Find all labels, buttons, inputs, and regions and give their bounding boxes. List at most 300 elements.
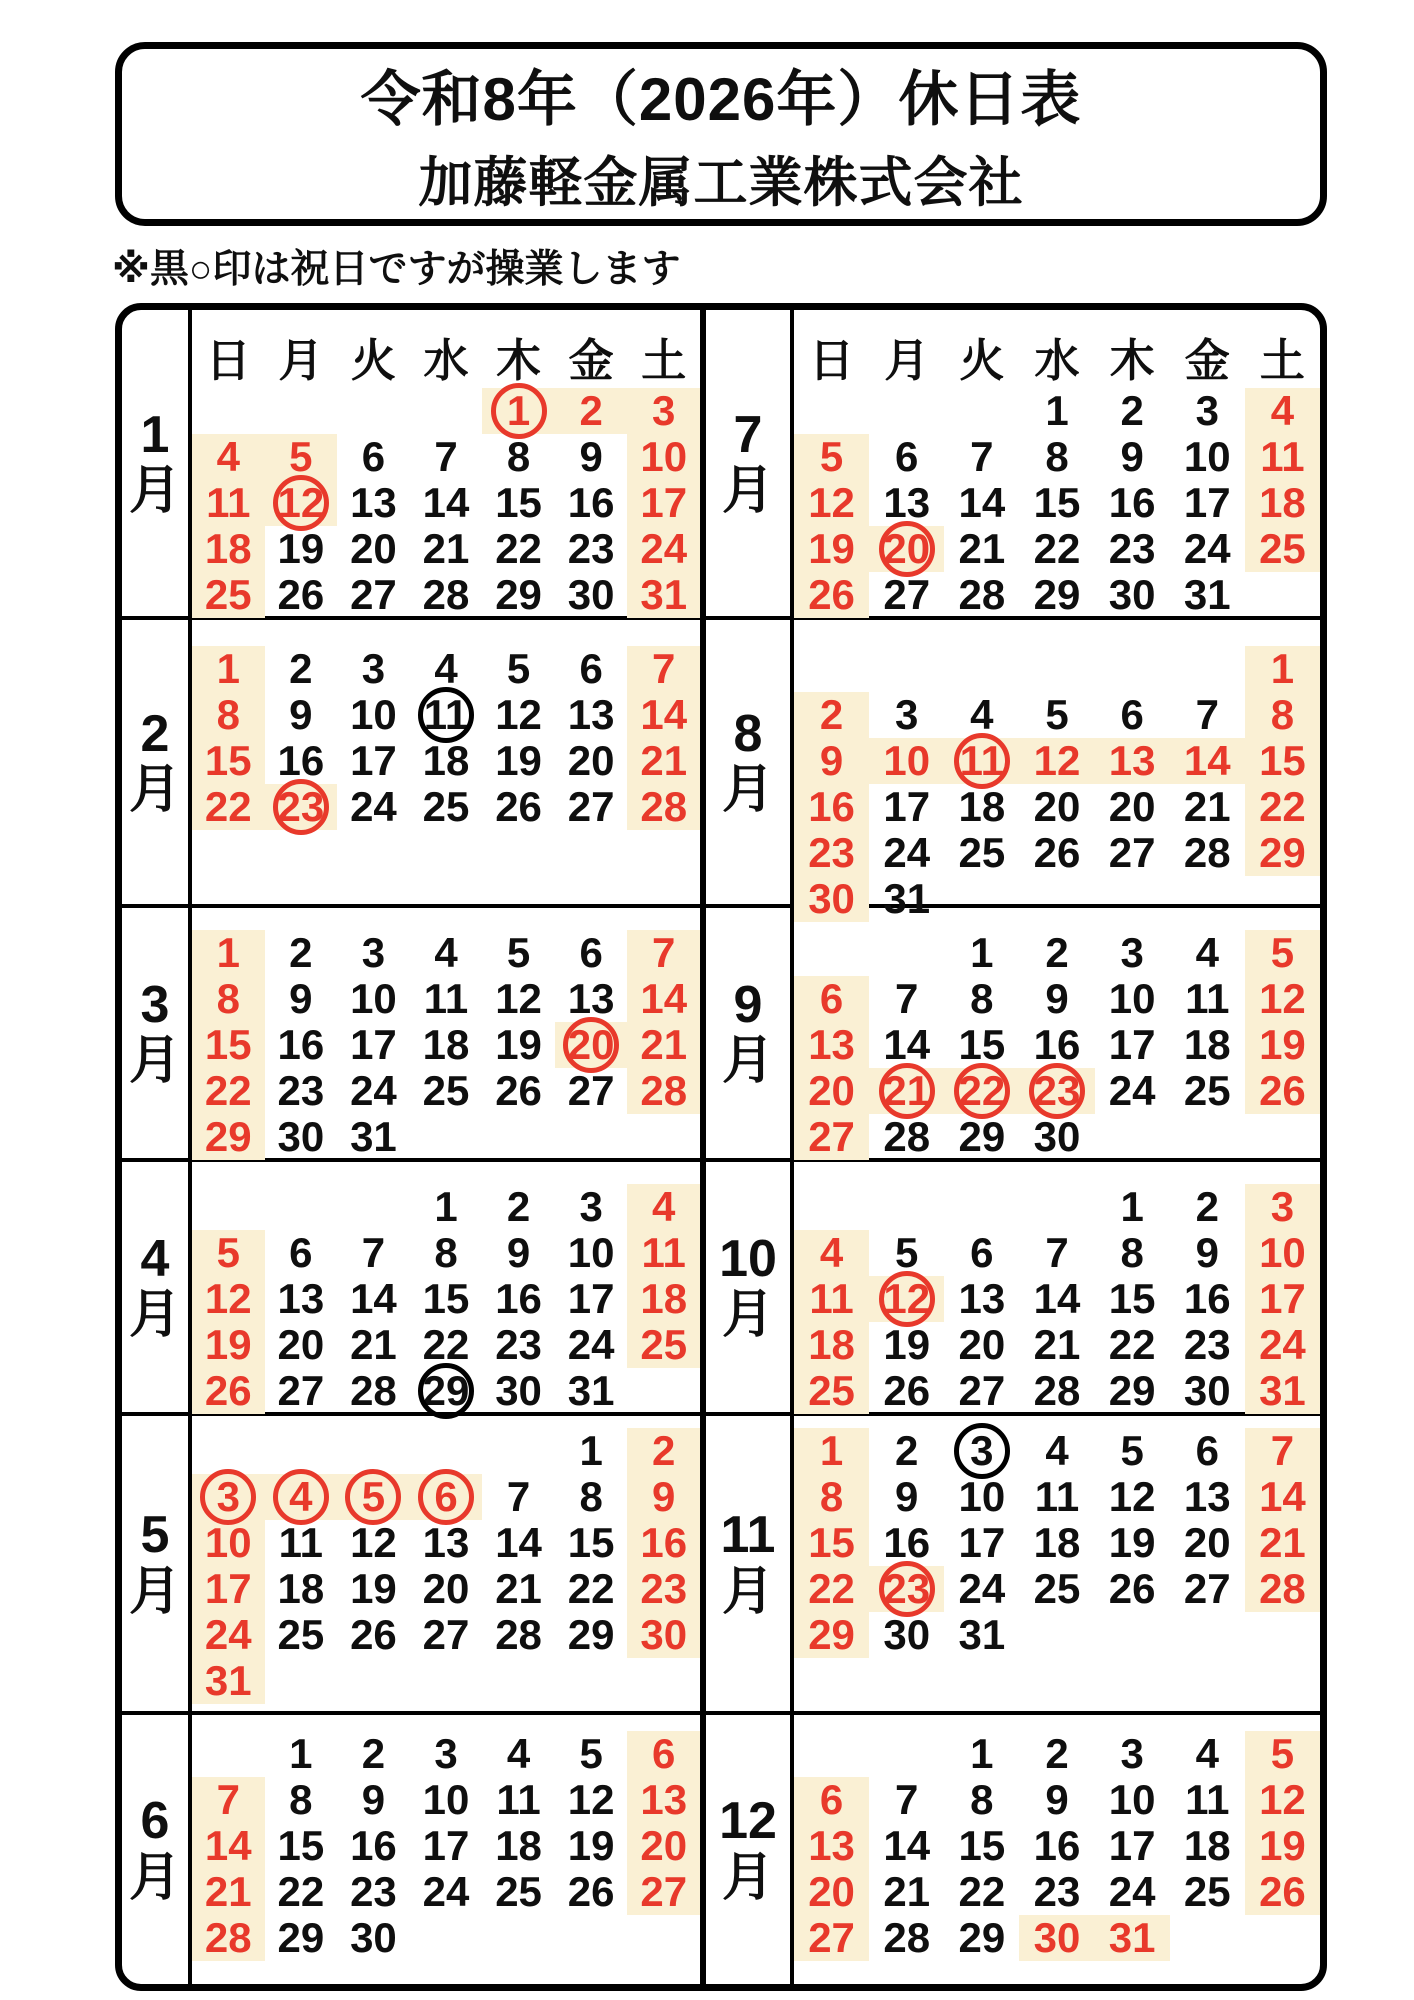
day-cell: 26 [350, 1611, 397, 1658]
day-cell: 10 [192, 1520, 265, 1566]
day-cell: 10 [627, 434, 700, 480]
day-cell: 18 [627, 1276, 700, 1322]
day-cell: 30 [495, 1367, 542, 1414]
day-cell: 3 [361, 929, 386, 976]
week-row [192, 646, 700, 692]
month-number: 11 [720, 1506, 776, 1565]
page-title: 令和8年（2026年）休日表 [360, 65, 1082, 133]
day-cell: 2 [1045, 929, 1069, 976]
week-row [192, 692, 700, 738]
week-row [192, 388, 700, 434]
day-cell: 2 [289, 929, 313, 976]
month-label-7 [700, 310, 794, 620]
day-cell: 15 [1108, 1275, 1156, 1322]
day-cell: 7 [192, 1777, 265, 1823]
week-row [794, 930, 1320, 976]
holiday-circle-icon [345, 1469, 401, 1525]
day-cell: 1 [434, 1183, 458, 1230]
day-cell: 24 [627, 526, 700, 572]
week-row [192, 976, 700, 1022]
day-cell: 29 [495, 571, 542, 618]
day-cell: 18 [794, 1322, 869, 1368]
month-unit: 月 [128, 1562, 181, 1621]
day-cell: 10 [422, 1776, 470, 1823]
day-cell-blank [337, 1428, 410, 1474]
day-cell: 16 [495, 1275, 542, 1322]
day-cell: 11 [496, 1776, 541, 1823]
day-cell: 19 [495, 1021, 542, 1068]
week-row [192, 1915, 700, 1961]
day-cell: 21 [422, 525, 470, 572]
day-cell: 31 [958, 1611, 1006, 1658]
day-cell: 11 [1034, 1473, 1080, 1520]
day-cell: 21 [495, 1565, 542, 1612]
month-unit: 月 [721, 462, 774, 520]
day-cell-blank [627, 1658, 700, 1704]
day-cell: 25 [495, 1868, 542, 1915]
day-cell-blank [794, 646, 869, 692]
day-cell: 23 [869, 1566, 944, 1612]
weekday-header: 土 [641, 335, 687, 386]
week-row [794, 1869, 1320, 1915]
day-cell-blank [869, 930, 944, 976]
day-cell-blank [1245, 1114, 1320, 1160]
day-cell: 19 [495, 737, 542, 784]
month-label-1 [122, 310, 192, 620]
day-cell-blank [1245, 572, 1320, 618]
day-cell: 10 [1108, 975, 1156, 1022]
day-cell: 1 [970, 1730, 994, 1777]
day-cell: 12 [1108, 1473, 1156, 1520]
day-cell: 16 [1183, 1275, 1231, 1322]
day-cell: 22 [422, 1321, 470, 1368]
week-row [192, 1731, 700, 1777]
day-cell: 16 [277, 1021, 325, 1068]
day-cell: 26 [794, 572, 869, 618]
day-cell: 4 [192, 434, 265, 480]
day-cell-blank [555, 1114, 628, 1160]
day-cell-blank [410, 1915, 483, 1961]
day-cell: 30 [350, 1914, 397, 1961]
day-cell-blank [265, 1658, 338, 1704]
day-cell: 26 [1245, 1869, 1320, 1915]
holiday-circle-icon [273, 475, 329, 531]
week-row [794, 572, 1320, 618]
weekday-header: 日 [205, 335, 251, 386]
day-cell: 3 [1120, 1730, 1144, 1777]
day-cell: 19 [277, 525, 325, 572]
day-cell: 1 [579, 1427, 603, 1474]
day-cell: 14 [627, 976, 700, 1022]
week-row [794, 1777, 1320, 1823]
day-cell: 4 [970, 691, 994, 738]
day-cell: 24 [567, 1321, 615, 1368]
day-cell: 31 [1095, 1915, 1170, 1961]
day-cell: 18 [422, 737, 470, 784]
day-cell: 27 [627, 1869, 700, 1915]
day-cell: 28 [495, 1611, 542, 1658]
day-cell: 26 [192, 1368, 265, 1414]
day-cell: 8 [1120, 1229, 1144, 1276]
day-cell: 31 [350, 1113, 397, 1160]
week-row [192, 1368, 700, 1414]
week-row [794, 1474, 1320, 1520]
day-cell: 16 [794, 784, 869, 830]
day-cell: 27 [277, 1367, 325, 1414]
day-cell: 7 [1195, 691, 1219, 738]
day-cell: 1 [1245, 646, 1320, 692]
holiday-circle-icon [491, 383, 547, 439]
day-cell: 23 [265, 784, 338, 830]
week-row [192, 784, 700, 830]
day-cell: 10 [1183, 433, 1231, 480]
week-row [192, 1658, 700, 1704]
day-cell: 13 [567, 975, 615, 1022]
day-cell: 21 [1033, 1321, 1081, 1368]
day-cell: 29 [410, 1368, 483, 1414]
day-cell: 6 [1120, 691, 1144, 738]
day-cell: 3 [434, 1730, 458, 1777]
day-cell: 26 [277, 571, 325, 618]
day-cell: 17 [1108, 1822, 1156, 1869]
weekday-header: 水 [1034, 335, 1080, 386]
day-cell: 24 [1183, 525, 1231, 572]
week-row [794, 830, 1320, 876]
day-cell: 30 [1108, 571, 1156, 618]
day-cell: 14 [883, 1822, 931, 1869]
day-cell: 15 [794, 1520, 869, 1566]
day-cell: 8 [192, 976, 265, 1022]
week-row [794, 1184, 1320, 1230]
day-cell: 26 [1108, 1565, 1156, 1612]
holiday-circle-icon [879, 521, 935, 577]
week-row [794, 646, 1320, 692]
operating-holiday-circle-icon [418, 687, 474, 743]
day-cell: 20 [1183, 1519, 1231, 1566]
day-cell-blank [869, 1731, 944, 1777]
day-cell: 6 [1195, 1427, 1219, 1474]
week-row [192, 434, 700, 480]
day-cell: 29 [1108, 1367, 1156, 1414]
weekday-header: 木 [496, 335, 542, 386]
holiday-circle-icon [1029, 1063, 1085, 1119]
day-cell: 9 [506, 1229, 531, 1276]
day-cell: 17 [1245, 1276, 1320, 1322]
day-cell: 5 [1245, 1731, 1320, 1777]
day-cell: 19 [1245, 1823, 1320, 1869]
week-row [192, 1114, 700, 1160]
day-cell: 4 [1045, 1427, 1069, 1474]
week-row [192, 1474, 700, 1520]
weekday-header: 月 [884, 335, 930, 386]
weekday-header: 火 [959, 335, 1005, 386]
week-row [794, 1915, 1320, 1961]
week-row [794, 1068, 1320, 1114]
day-cell: 26 [495, 783, 542, 830]
week-row [794, 738, 1320, 784]
weekday-header: 木 [1109, 335, 1155, 386]
week-row [192, 1276, 700, 1322]
day-cell: 26 [1033, 829, 1081, 876]
month-unit: 月 [128, 1848, 181, 1907]
day-cell: 19 [794, 526, 869, 572]
day-cell: 22 [1245, 784, 1320, 830]
month-grid-5 [192, 1416, 700, 1715]
day-cell: 28 [1033, 1367, 1081, 1414]
day-cell: 27 [567, 1067, 615, 1114]
weekday-header: 火 [350, 335, 396, 386]
day-cell: 6 [410, 1474, 483, 1520]
holiday-circle-icon [563, 1017, 619, 1073]
month-grid-12 [794, 1715, 1320, 1984]
day-cell: 22 [958, 1868, 1006, 1915]
day-cell: 25 [1183, 1067, 1231, 1114]
day-cell-blank [627, 1915, 700, 1961]
day-cell: 8 [970, 1776, 994, 1823]
day-cell-blank [1095, 646, 1170, 692]
day-cell: 6 [579, 645, 603, 692]
day-cell: 23 [1183, 1321, 1231, 1368]
day-cell: 21 [958, 525, 1006, 572]
day-cell: 17 [422, 1822, 470, 1869]
day-cell: 24 [192, 1612, 265, 1658]
day-cell-blank [555, 1915, 628, 1961]
day-cell: 30 [627, 1612, 700, 1658]
day-cell: 27 [1183, 1565, 1231, 1612]
day-cell: 6 [970, 1229, 994, 1276]
day-cell: 2 [794, 692, 869, 738]
day-cell: 30 [794, 876, 869, 922]
week-row [794, 434, 1320, 480]
month-grid-9 [794, 908, 1320, 1162]
month-unit: 月 [721, 1562, 774, 1621]
month-unit: 月 [128, 462, 181, 520]
day-cell: 9 [1045, 975, 1069, 1022]
day-cell: 5 [1045, 691, 1069, 738]
day-cell-blank [869, 1184, 944, 1230]
day-cell: 7 [1245, 1428, 1320, 1474]
day-cell: 3 [1195, 387, 1219, 434]
day-cell: 2 [506, 1183, 531, 1230]
day-cell: 12 [192, 1276, 265, 1322]
day-cell: 5 [265, 434, 338, 480]
day-cell: 14 [422, 479, 470, 526]
day-cell: 28 [350, 1367, 397, 1414]
day-cell: 28 [1183, 829, 1231, 876]
month-number: 8 [733, 704, 763, 763]
day-cell: 15 [277, 1822, 325, 1869]
day-cell: 7 [895, 975, 919, 1022]
week-row [192, 480, 700, 526]
month-grid-6 [192, 1715, 700, 1984]
day-cell: 22 [277, 1868, 325, 1915]
day-cell: 10 [350, 691, 397, 738]
week-row [794, 1114, 1320, 1160]
week-row [192, 1428, 700, 1474]
day-cell-blank [482, 1658, 555, 1704]
day-cell: 12 [794, 480, 869, 526]
week-row [192, 1777, 700, 1823]
holiday-circle-icon [954, 733, 1010, 789]
day-cell: 18 [1183, 1822, 1231, 1869]
day-cell: 20 [567, 737, 615, 784]
day-cell: 6 [579, 929, 603, 976]
day-cell: 5 [895, 1229, 919, 1276]
day-cell: 8 [192, 692, 265, 738]
day-cell: 11 [794, 1276, 869, 1322]
day-cell-blank [944, 646, 1019, 692]
day-cell: 20 [422, 1565, 470, 1612]
day-cell: 24 [350, 783, 397, 830]
week-row [794, 976, 1320, 1022]
month-unit: 月 [128, 761, 181, 819]
day-cell: 26 [567, 1868, 615, 1915]
month-number: 3 [140, 975, 170, 1034]
day-cell: 13 [627, 1777, 700, 1823]
day-cell: 28 [1245, 1566, 1320, 1612]
month-label-10 [700, 1162, 794, 1416]
day-cell: 11 [423, 975, 469, 1022]
day-cell-blank [1095, 1612, 1170, 1658]
month-number: 7 [733, 405, 763, 464]
holiday-circle-icon [879, 1063, 935, 1119]
day-cell: 15 [422, 1275, 470, 1322]
day-cell: 9 [289, 975, 313, 1022]
day-cell: 10 [1108, 1776, 1156, 1823]
day-cell-blank [1245, 1915, 1320, 1961]
day-cell: 23 [794, 830, 869, 876]
week-row [192, 1322, 700, 1368]
month-number: 2 [140, 704, 170, 763]
day-cell: 12 [869, 1276, 944, 1322]
weekday-header: 金 [568, 335, 614, 386]
day-cell: 9 [1045, 1776, 1069, 1823]
day-cell: 18 [958, 783, 1006, 830]
day-cell-blank [265, 1184, 338, 1230]
day-cell: 26 [883, 1367, 931, 1414]
day-cell: 23 [350, 1868, 397, 1915]
day-cell: 12 [495, 975, 542, 1022]
day-cell: 24 [350, 1067, 397, 1114]
day-cell: 30 [1183, 1367, 1231, 1414]
day-cell-blank [627, 1114, 700, 1160]
day-cell: 7 [895, 1776, 919, 1823]
day-cell-blank [337, 388, 410, 434]
day-cell: 8 [289, 1776, 313, 1823]
day-cell-blank [1170, 1915, 1245, 1961]
day-cell: 7 [434, 433, 458, 480]
day-cell-blank [482, 1915, 555, 1961]
day-cell-blank [337, 1658, 410, 1704]
day-cell: 24 [1245, 1322, 1320, 1368]
day-cell: 10 [567, 1229, 615, 1276]
weekday-header: 水 [423, 335, 469, 386]
day-cell: 13 [350, 479, 397, 526]
day-cell: 21 [627, 1022, 700, 1068]
day-cell-blank [265, 388, 338, 434]
day-cell: 30 [1019, 1915, 1094, 1961]
day-cell-blank [410, 388, 483, 434]
week-row [794, 784, 1320, 830]
day-cell: 22 [192, 1068, 265, 1114]
day-cell: 22 [1108, 1321, 1156, 1368]
weekday-header: 土 [1259, 335, 1305, 386]
day-cell: 21 [1183, 783, 1231, 830]
day-cell: 7 [361, 1229, 386, 1276]
month-grid-11 [794, 1416, 1320, 1715]
day-cell: 25 [422, 1067, 470, 1114]
day-cell: 25 [277, 1611, 325, 1658]
day-cell: 24 [883, 829, 931, 876]
day-cell: 2 [1120, 387, 1144, 434]
day-cell: 21 [627, 738, 700, 784]
day-cell-blank [337, 1184, 410, 1230]
day-cell: 27 [794, 1915, 869, 1961]
day-cell: 19 [1108, 1519, 1156, 1566]
day-cell-blank [1170, 646, 1245, 692]
day-cell: 24 [958, 1565, 1006, 1612]
day-cell: 23 [1033, 1868, 1081, 1915]
day-cell: 27 [350, 571, 397, 618]
day-cell: 19 [883, 1321, 931, 1368]
day-cell: 9 [627, 1474, 700, 1520]
day-cell: 11 [944, 738, 1019, 784]
day-cell: 5 [579, 1730, 603, 1777]
day-cell: 11 [192, 480, 265, 526]
day-cell: 28 [627, 1068, 700, 1114]
day-cell: 16 [567, 479, 615, 526]
month-grid-3 [192, 908, 700, 1162]
month-number: 9 [733, 975, 763, 1034]
title-box [115, 42, 1327, 226]
day-cell: 15 [958, 1021, 1006, 1068]
operating-holiday-circle-icon [954, 1423, 1010, 1479]
day-cell: 2 [895, 1427, 919, 1474]
day-cell: 3 [579, 1183, 603, 1230]
day-cell: 2 [627, 1428, 700, 1474]
day-cell: 5 [794, 434, 869, 480]
day-cell: 5 [192, 1230, 265, 1276]
week-row [192, 1184, 700, 1230]
day-cell: 4 [434, 645, 458, 692]
day-cell: 23 [567, 525, 615, 572]
week-row [192, 1022, 700, 1068]
day-cell: 22 [794, 1566, 869, 1612]
day-cell: 4 [627, 1184, 700, 1230]
day-cell: 6 [361, 433, 386, 480]
day-cell: 13 [958, 1275, 1006, 1322]
day-cell: 3 [1120, 929, 1144, 976]
month-number: 6 [140, 1792, 170, 1851]
day-cell: 7 [506, 1473, 531, 1520]
day-cell: 1 [1120, 1183, 1144, 1230]
day-cell: 23 [277, 1067, 325, 1114]
day-cell: 30 [1033, 1113, 1081, 1160]
day-cell: 17 [350, 1021, 397, 1068]
day-cell: 10 [958, 1473, 1006, 1520]
holiday-circle-icon [418, 1469, 474, 1525]
calendar-table [115, 303, 1327, 1991]
month-label-12 [700, 1715, 794, 1984]
day-cell: 27 [958, 1367, 1006, 1414]
day-cell-blank [944, 388, 1019, 434]
week-row [794, 1276, 1320, 1322]
week-row [192, 572, 700, 618]
day-cell: 8 [1045, 433, 1069, 480]
day-cell: 14 [495, 1519, 542, 1566]
day-cell: 21 [883, 1868, 931, 1915]
day-cell: 30 [567, 571, 615, 618]
